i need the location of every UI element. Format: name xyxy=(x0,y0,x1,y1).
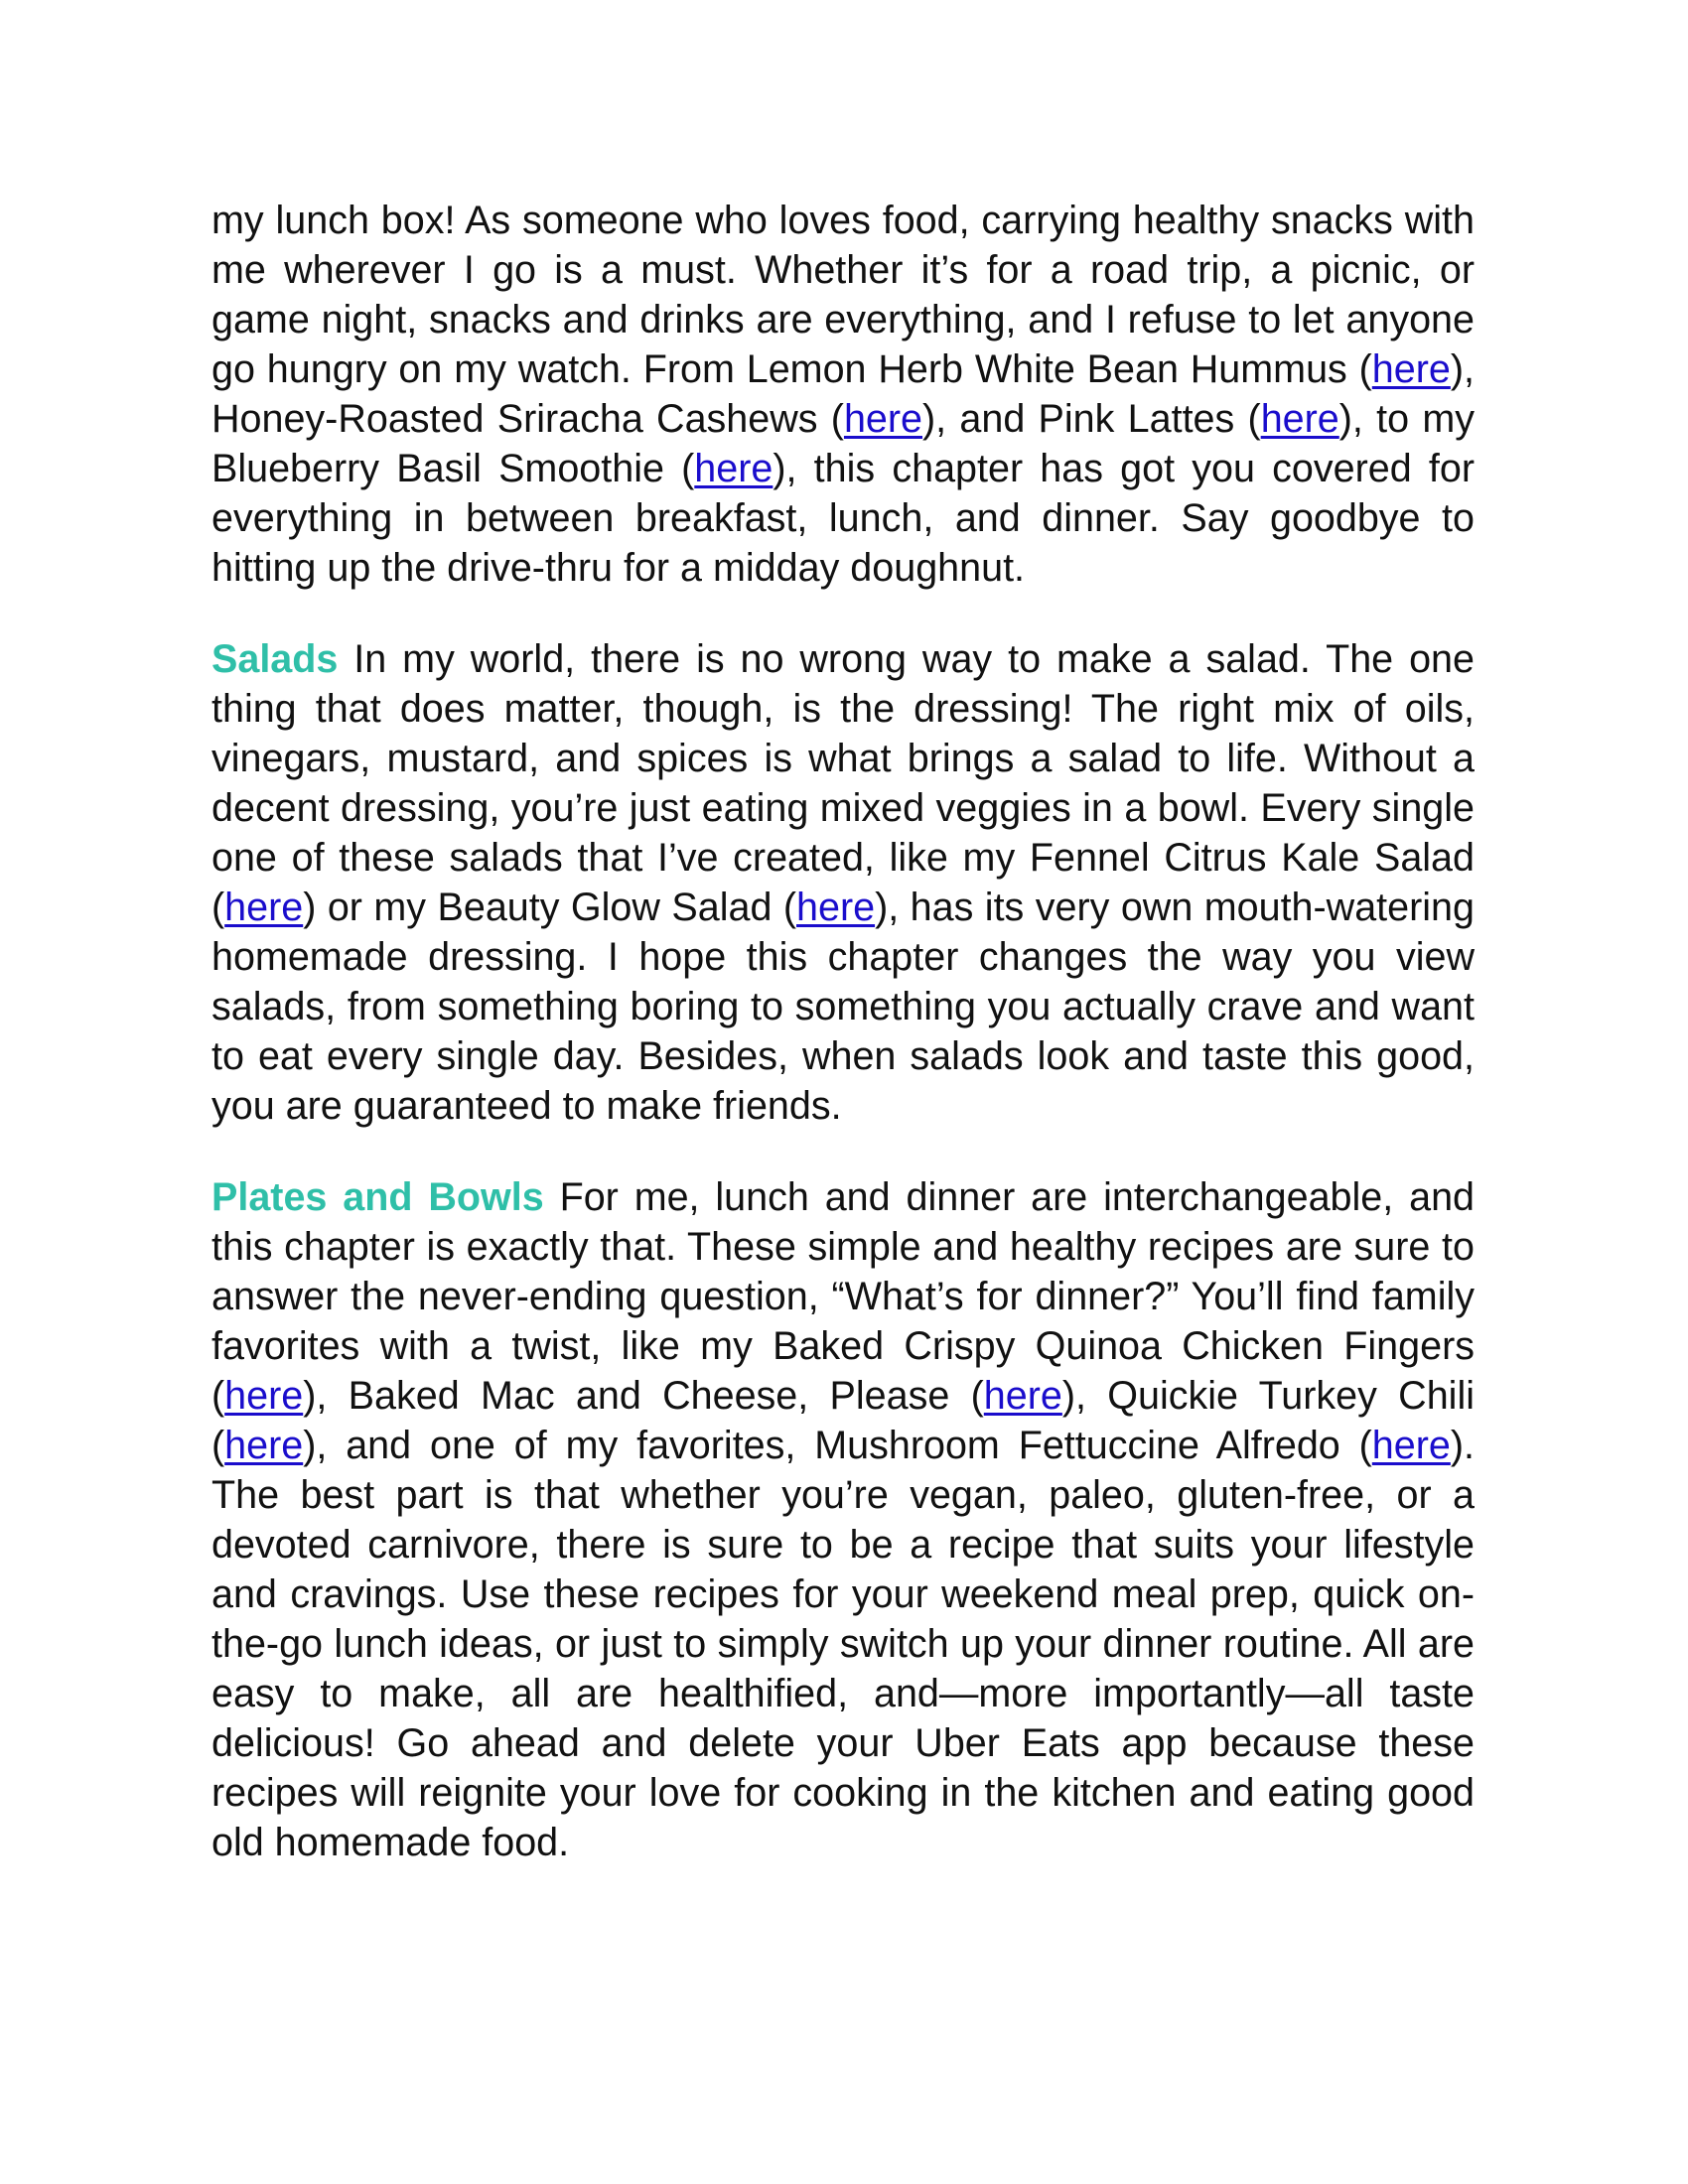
body-text: ) or my Beauty Glow Salad ( xyxy=(303,886,797,929)
link-beauty-glow-salad[interactable]: here xyxy=(796,886,876,929)
section-heading-plates-and-bowls: Plates and Bowls xyxy=(211,1175,544,1219)
link-quickie-turkey-chili[interactable]: here xyxy=(224,1424,304,1467)
body-text: ), to my Blueberry Basil Smoothie ( xyxy=(211,397,1475,490)
section-heading-salads: Salads xyxy=(211,637,339,681)
paragraph-salads xyxy=(211,634,1475,1131)
body-text: ), has its very own mouth-watering homemade dressing. I hope this chapter changes the way you view salads, from something boring to something you actually crave and want to eat every single day. Besides, when salads look and taste this good, you are guaranteed to make friends. xyxy=(211,886,1475,1128)
body-text: For me, lunch and dinner are interchangeable, and this chapter is exactly that. These simple and healthy recipes are sure to answer the never-ending question, “What’s for dinner?” You’ll find family favorites with a twist, like my Baked Crispy Quinoa Chicken Fingers ( xyxy=(211,1175,1476,1418)
body-text: ), and one of my favorites, Mushroom Fettuccine Alfredo ( xyxy=(303,1424,1372,1467)
paragraph-plates-and-bowls xyxy=(211,1172,1475,1867)
link-sriracha-cashews[interactable]: here xyxy=(843,397,922,441)
body-text: ). The best part is that whether you’re vegan, paleo, gluten-free, or a devoted carnivore, there is sure to be a recipe that suits your lifestyle and cravings. Use these recipes for your weekend meal prep, quick on-the-go lunch ideas, or just to simply switch up your dinner routine. All are easy to make, all are healthified, and—more importantly—all taste delicious! Go ahead and delete your Uber Eats app because these recipes will reignite your love for cooking in the kitchen and eating good old homemade food. xyxy=(211,1424,1475,1864)
body-text: In my world, there is no wrong way to make a salad. The one thing that does matter, though, is the dressing! The right mix of oils, vinegars, mustard, and spices is what brings a salad to life. Without a decent dressing, you’re just eating mixed veggies in a bowl. Every single one of these salads that I’ve created, like my Fennel Citrus Kale Salad ( xyxy=(211,637,1475,929)
link-quinoa-chicken-fingers[interactable]: here xyxy=(224,1374,304,1418)
body-text: my lunch box! As someone who loves food, carrying healthy snacks with me wherever I go is a must. Whether it’s for a road trip, a picnic, or game night, snacks and drinks are everything, and I refuse to let anyone go hungry on my watch. From Lemon Herb White Bean Hummus ( xyxy=(211,199,1475,391)
link-blueberry-basil-smoothie[interactable]: here xyxy=(694,447,774,490)
link-lemon-herb-hummus[interactable]: here xyxy=(1371,347,1451,391)
body-text: ), and Pink Lattes ( xyxy=(922,397,1261,441)
body-text: ), this chapter has got you covered for everything in between breakfast, lunch, and dinner. Say goodbye to hitting up the drive-thru for a midday doughnut. xyxy=(211,447,1475,590)
body-text: ), Honey-Roasted Sriracha Cashews ( xyxy=(211,347,1475,441)
link-mushroom-fettuccine-alfredo[interactable]: here xyxy=(1371,1424,1451,1467)
body-text: ), Baked Mac and Cheese, Please ( xyxy=(303,1374,984,1418)
body-text: ), Quickie Turkey Chili ( xyxy=(211,1374,1475,1467)
link-pink-lattes[interactable]: here xyxy=(1260,397,1339,441)
link-fennel-citrus-kale-salad[interactable]: here xyxy=(224,886,304,929)
link-baked-mac-and-cheese[interactable]: here xyxy=(983,1374,1062,1418)
document-page xyxy=(211,196,1475,1909)
paragraph-snacks xyxy=(211,196,1475,593)
